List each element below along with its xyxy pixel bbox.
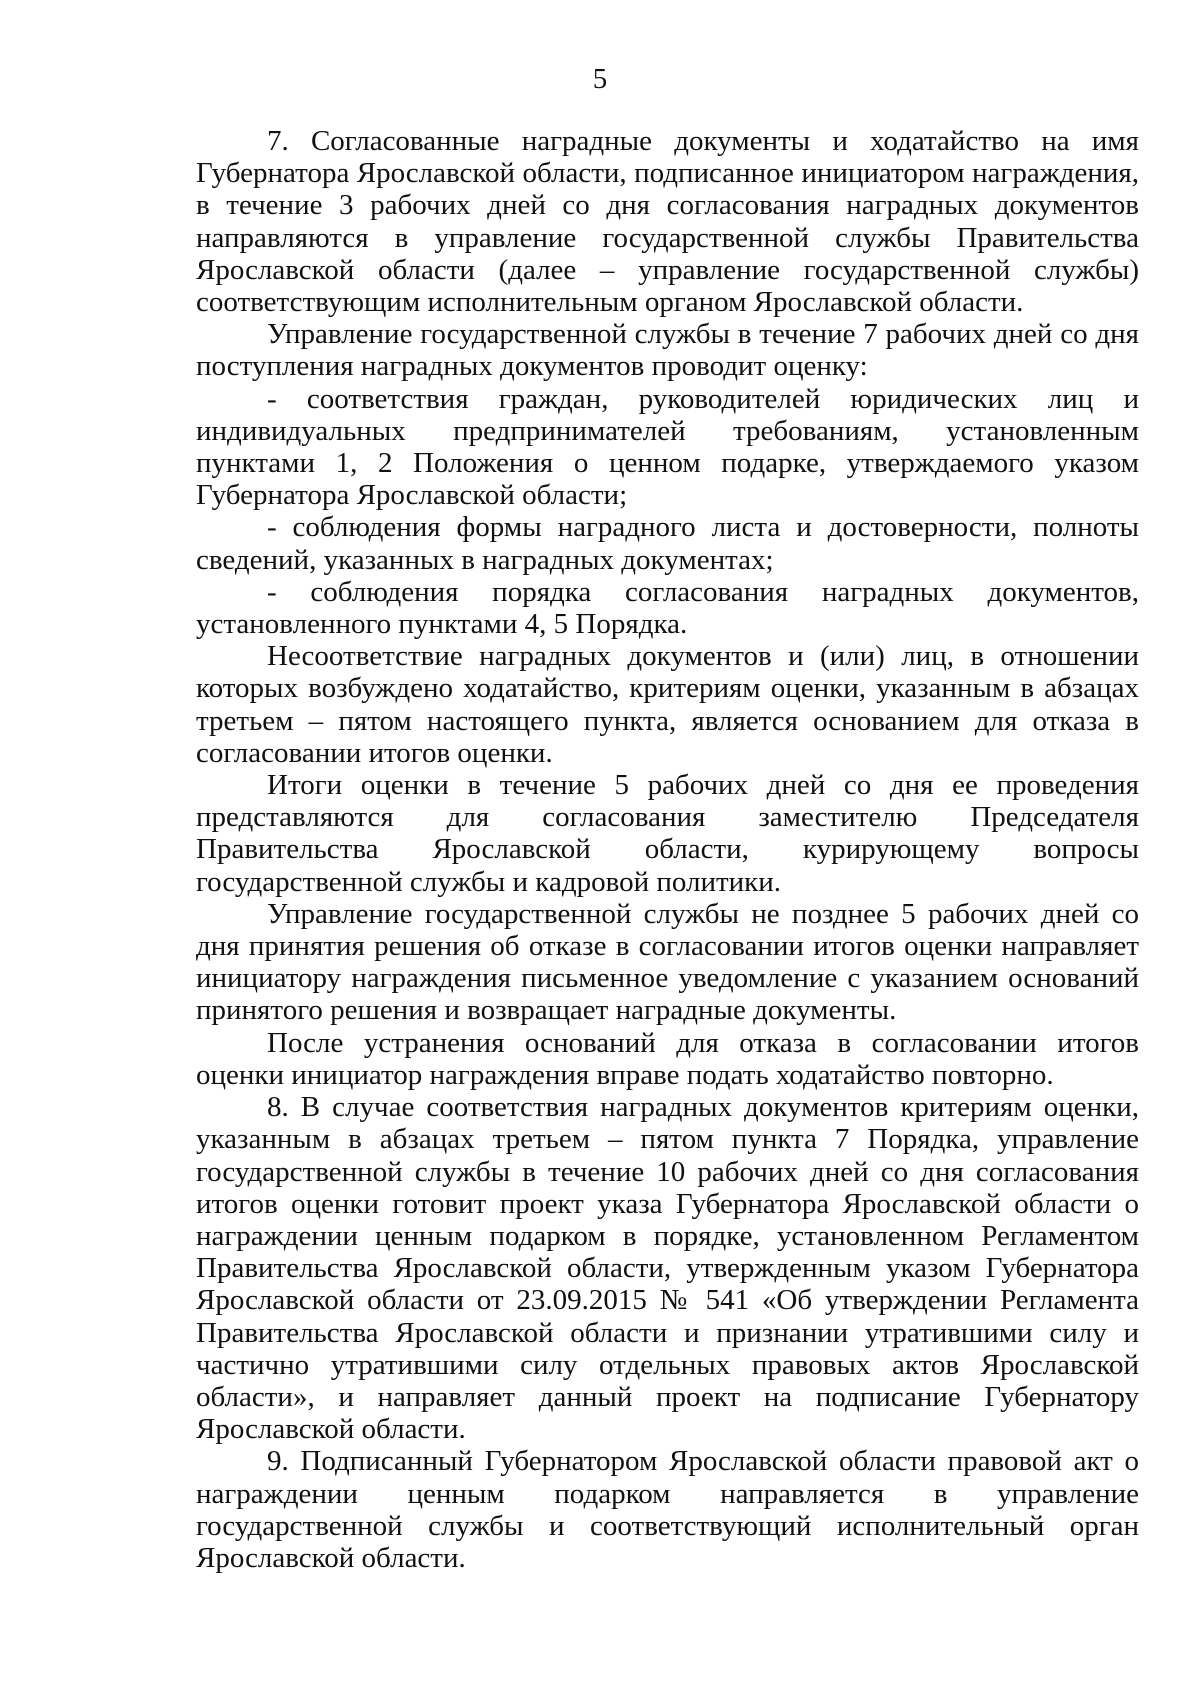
paragraph-criterion-procedure: - соблюдения порядка согласования наградных документов, установленного пунктами 4, 5 Порядка. (196, 575, 1139, 641)
paragraph-assessment-results: Итоги оценки в течение 5 рабочих дней со дня ее проведения представляются для согласования заместителю Председателя Правительства Ярославской области, курирующему вопросы государственной службы и кадровой политики. (196, 769, 1139, 898)
paragraph-item-9: 9. Подписанный Губернатором Ярославской области правовой акт о награждении ценным подарком направляется в управление государственной службы и соответствующий исполнительный орган Ярославской области. (196, 1445, 1139, 1574)
paragraph-refusal-notice: Управление государственной службы не позднее 5 рабочих дней со дня принятия решения об отказе в согласовании итогов оценки направляет инициатору награждения письменное уведомление с указанием оснований принятого решения и возвращает наградные документы. (196, 897, 1139, 1027)
document-body (196, 125, 1139, 1574)
paragraph-criterion-compliance: - соответствия граждан, руководителей юридических лиц и индивидуальных предпринимателей требованиям, установленным пунктами 1, 2 Положения о ценном подарке, утверждаемого указом Губернатора Ярославской области; (196, 382, 1139, 512)
paragraph-item-7: 7. Согласованные наградные документы и ходатайство на имя Губернатора Ярославской области, подписанное инициатором награждения, в течение 3 рабочих дней со дня согласования наградных документов направляются в управление государственной службы Правительства Ярославской области (далее – управление государственной службы) соответствующим исполнительным органом Ярославской области. (196, 125, 1139, 319)
paragraph-assessment-intro: Управление государственной службы в течение 7 рабочих дней со дня поступления наградных документов проводит оценку: (196, 318, 1139, 383)
page-number: 5 (592, 63, 608, 95)
paragraph-item-8: 8. В случае соответствия наградных документов критериям оценки, указанным в абзацах третьем – пятом пункта 7 Порядка, управление государственной службы в течение 10 рабочих дней со дня согласования итогов оценки готовит проект указа Губернатора Ярославской области о награждении ценным подарком в порядке, установленном Регламентом Правительства Ярославской области, утвержденным указом Губернатора Ярославской области от 23.09.2015 № 541 «Об утверждении Регламента Правительства Ярославской области и признании утратившими силу и частично утратившими силу отдельных правовых актов Ярославской области», и направляет данный проект на подписание Губернатору Ярославской области. (196, 1091, 1139, 1446)
paragraph-noncompliance: Несоответствие наградных документов и (или) лиц, в отношении которых возбуждено ходатайство, критериям оценки, указанным в абзацах третьем – пятом настоящего пункта, является основанием для отказа в согласовании итогов оценки. (196, 640, 1139, 769)
paragraph-criterion-form: - соблюдения формы наградного листа и достоверности, полноты сведений, указанных в наградных документах; (196, 511, 1139, 576)
paragraph-resubmission: После устранения оснований для отказа в согласовании итогов оценки инициатор награждения вправе подать ходатайство повторно. (196, 1026, 1139, 1091)
